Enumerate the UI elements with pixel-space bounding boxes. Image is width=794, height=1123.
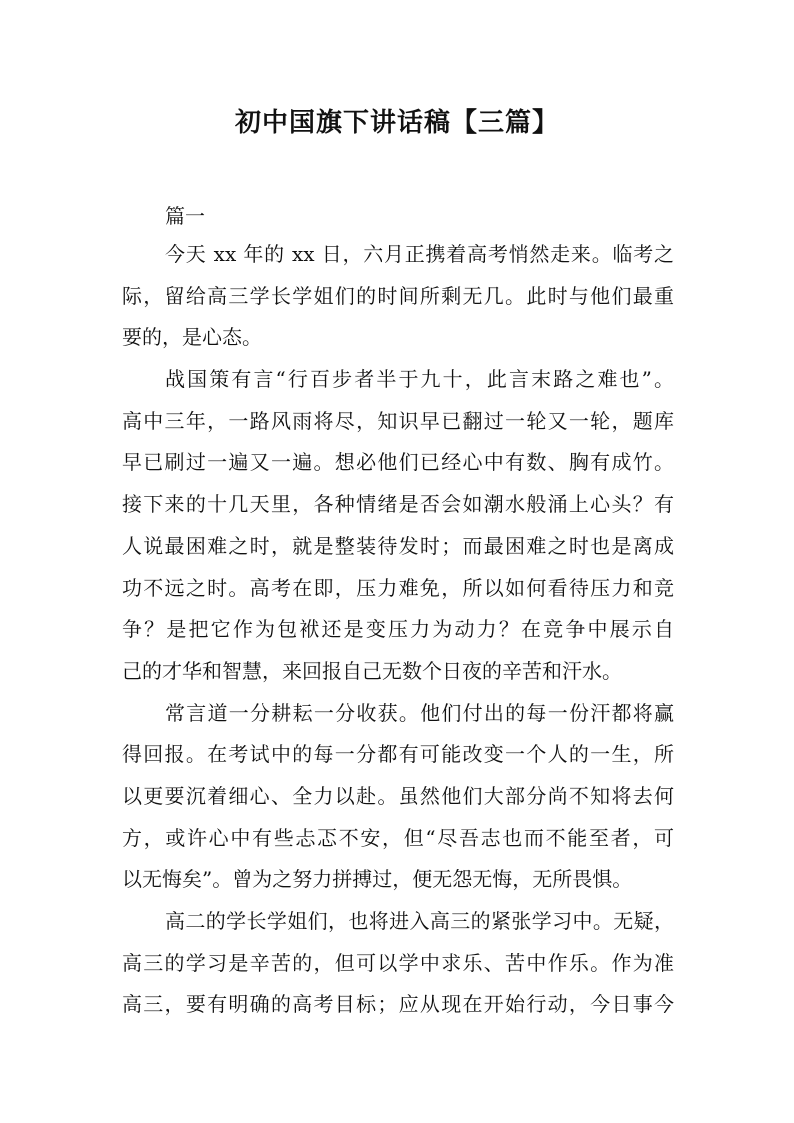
document-title: 初中国旗下讲话稿【三篇】 (234, 108, 559, 138)
text-line: 今天 xx 年的 xx 日，六月正携着高考悄然走来。临考之 (165, 242, 674, 266)
paragraph (122, 234, 674, 359)
text-line: 方，或许心中有些忐忑不安，但“尽吾志也而不能至者，可 (122, 825, 674, 850)
section-heading: 篇一 (165, 204, 205, 228)
text-line: 争？是把它作为包袱还是变压力为动力？在竞争中展示自 (122, 617, 674, 642)
paragraph (122, 693, 674, 901)
paragraph (122, 901, 674, 1026)
text-line: 以更要沉着细心、全力以赴。虽然他们大部分尚不知将去何 (122, 783, 674, 808)
text-line: 得回报。在考试中的每一分都有可能改变一个人的一生，所 (122, 742, 674, 767)
text-line: 早已刷过一遍又一遍。想必他们已经心中有数、胸有成竹。 (122, 450, 674, 475)
text-line: 高三的学习是辛苦的，但可以学中求乐、苦中作乐。作为准 (122, 950, 674, 975)
text-line: 际，留给高三学长学姐们的时间所剩无几。此时与他们最重 (122, 283, 674, 308)
text-line: 要的，是心态。 (122, 325, 262, 350)
text-line: 人说最困难之时，就是整装待发时；而最困难之时也是离成 (122, 533, 674, 558)
text-line: 以无悔矣”。曾为之努力拼搏过，便无怨无悔，无所畏惧。 (122, 867, 633, 892)
paragraph (122, 359, 674, 693)
text-line: 接下来的十几天里，各种情绪是否会如潮水般涌上心头？有 (122, 492, 674, 517)
document-body (122, 234, 674, 1026)
text-line: 高二的学长学姐们，也将进入高三的紧张学习中。无疑， (165, 909, 674, 933)
text-line: 高中三年，一路风雨将尽，知识早已翻过一轮又一轮，题库 (122, 408, 674, 433)
text-line: 己的才华和智慧，来回报自己无数个日夜的辛苦和汗水。 (122, 658, 622, 683)
text-line: 高三，要有明确的高考目标；应从现在开始行动，今日事今 (122, 992, 674, 1017)
text-line: 战国策有言“行百步者半于九十，此言末路之难也”。 (165, 367, 674, 392)
text-line: 功不远之时。高考在即，压力难免，所以如何看待压力和竞 (122, 575, 674, 600)
text-line: 常言道一分耕耘一分收获。他们付出的每一份汗都将赢 (165, 700, 674, 725)
